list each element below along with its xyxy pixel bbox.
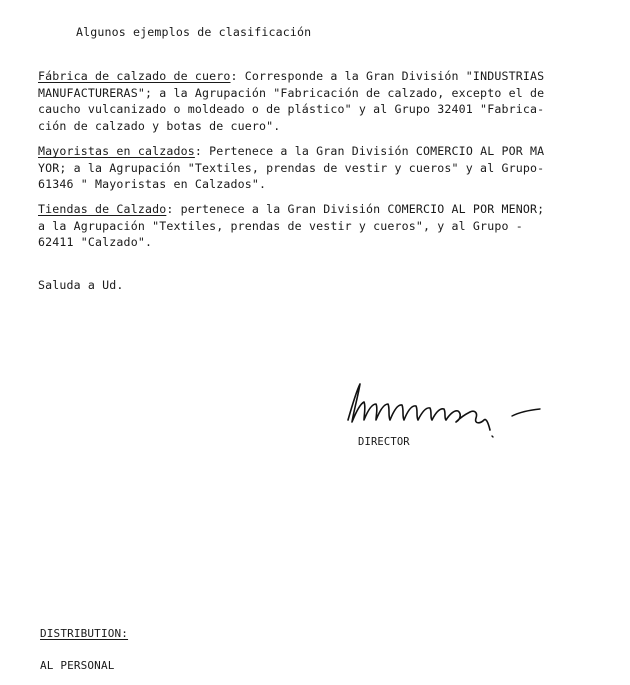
handwritten-signature [334,372,554,442]
paragraph-line: YOR; a la Agrupación "Textiles, prendas de vestir y cueros" y al Grupo- [38,160,545,175]
paragraph-fabrica-calzado [38,68,606,134]
distribution-item: AL PERSONAL [40,659,115,672]
paragraph-line: MANUFACTURERAS"; a la Agrupación "Fabricación de calzado, excepto el de [38,85,545,100]
paragraph-text: : Corresponde a la Gran División "INDUSTRIAS [230,69,545,83]
paragraph-text: : pertenece a la Gran División COMERCIO AL POR MENOR; [166,202,545,216]
paragraph-line: 62411 "Calzado". [38,235,153,249]
signature-role: DIRECTOR [358,436,410,448]
paragraph-text: : Pertenece a la Gran División COMERCIO AL POR MA [194,144,545,158]
paragraph-heading: Mayoristas en calzados [38,144,195,158]
paragraph-line: ción de calzado y botas de cuero". [38,118,281,133]
paragraph-tiendas-calzado [38,201,606,251]
closing-salutation: Saluda a Ud. [38,278,124,292]
paragraph-line [38,201,606,218]
distribution-label: DISTRIBUTION: [40,627,129,640]
paragraph-heading: Fábrica de calzado de cuero [38,69,231,83]
paragraph-heading: Tiendas de Calzado [38,202,167,216]
paragraph-line: a la Agrupación "Textiles, prendas de vestir y cueros", y al Grupo - [38,218,523,233]
paragraph-mayoristas-calzados [38,143,606,193]
paragraph-line [38,68,606,85]
paragraph-line: caucho vulcanizado o moldeado o de plástico" y al Grupo 32401 "Fabrica- [38,102,545,116]
paragraph-line [38,143,606,160]
document-title: Algunos ejemplos de clasificación [76,25,312,39]
paragraph-line: 61346 " Mayoristas en Calzados". [38,177,267,191]
